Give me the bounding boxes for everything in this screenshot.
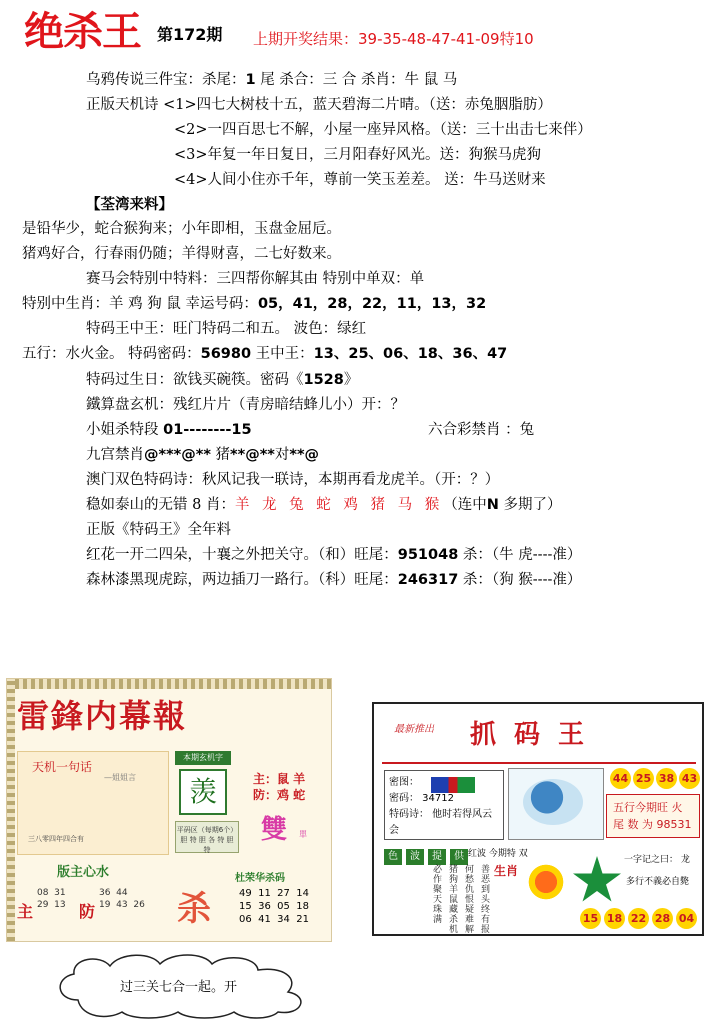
lottery-logo-icon (431, 777, 475, 793)
issue-number: 第172期 (157, 25, 223, 44)
one-word-hint: 一字记之曰： 龙 (624, 855, 690, 865)
line-birthday-code: 特码过生日：欲钱买碗筷。密码《1528》 (86, 372, 359, 388)
number-ball: 22 (628, 908, 649, 929)
bottom-balls (580, 908, 704, 932)
red-wave-note: 红波 今期特 双 (468, 849, 528, 859)
line-abacus: 鐵算盘玄机：残红片片（青房暗结蜂儿小）开：？ (86, 397, 405, 413)
line-riddle-1: 是铅华少，蛇合猴狗来；小年即相，玉盘金屈卮。 (22, 221, 341, 237)
sun-icon (524, 860, 568, 904)
number-ball: 38 (656, 768, 677, 789)
leifeng-card (6, 678, 332, 942)
moderator-numbers (17, 881, 167, 937)
kill-numbers-title: 杜荣华杀码 (235, 873, 285, 884)
line-macau-poem: 澳门双色特码诗：秋风记我一联诗，本期再看龙虎羊。（开：？） (86, 472, 500, 488)
tag: 供 (450, 849, 468, 865)
single-char: 單 (299, 830, 307, 839)
header (0, 0, 713, 56)
line-poem-2: <2>一四百思七不解，小屋一座异风格。（送：三十出击七来伴） (174, 122, 592, 138)
poem-column: 何愁仇恨疑难解 (463, 864, 473, 934)
code-poem: 特码诗： 他时若得风云会 (389, 809, 493, 836)
defend-label: 防 (79, 902, 96, 921)
code-info-box: 密图： 密码： 34712 特码诗： 他时若得风云会 (384, 770, 504, 840)
main-numbers: 08 31 29 13 (37, 888, 66, 910)
line-miss-segment: 小姐杀特段 01--------15 (86, 422, 252, 438)
line-poem-4: <4>人间小住亦千年，尊前一笑玉差差。 送：牛马送财来 (174, 172, 546, 188)
poem-column: 善恶到头终有报 (479, 864, 489, 934)
line-forbidden-zodiac: 六合彩禁肖 ：兔 (428, 422, 535, 438)
panel-title: 天机一句话 (32, 760, 93, 774)
number-ball: 44 (610, 768, 631, 789)
kill-numbers-block (177, 869, 327, 939)
divider (382, 762, 696, 764)
last-draw-result: 上期开奖结果：39-35-48-47-41-09特10 (253, 30, 534, 48)
number-ball: 28 (652, 908, 673, 929)
line-riddle-2: 猪鸡好合，行春雨仍随；羊得财喜，二七好数来。 (22, 246, 341, 262)
tag: 色 (384, 849, 402, 865)
site-logo: 绝杀王 (24, 8, 141, 55)
panel-subtitle: —姐姐言 (104, 773, 136, 782)
main-defend-block: 主：鼠 羊 防：鸡 蛇 (253, 772, 306, 802)
line-red-flower: 红花一开二四朵，十襄之外把关守。（和）旺尾：951048 杀：（牛 虎----准） (86, 547, 582, 563)
line-lucky-numbers: 特别中生肖：羊 鸡 狗 鼠 幸运号码：05，41，28，22，11，13，32 (22, 296, 487, 312)
poem-column: 猪狗羊鼠藏杀机 (447, 864, 457, 934)
card-title: 抓码王 (470, 720, 603, 750)
line-crow-tips: 乌鸦传说三件宝：杀尾：1 尾 杀合：三 合 杀肖：牛 鼠 马 (86, 72, 458, 88)
moderator-pick-title: 版主心水 (57, 865, 110, 880)
double-char: 雙 (261, 815, 288, 845)
poem-column: 必作聚天珠满 (431, 864, 441, 924)
decorative-band (7, 679, 331, 689)
defend-numbers: 36 44 19 43 26 (99, 888, 145, 910)
number-ball: 43 (679, 768, 700, 789)
kill-char: 杀 (177, 889, 211, 929)
number-ball: 25 (633, 768, 654, 789)
code-number: 密码： 34712 (389, 793, 454, 804)
cloud-callout (48, 950, 320, 1020)
proverb: 多行不義必自斃 (626, 877, 690, 887)
riddle-char: 羡 (179, 769, 227, 815)
number-ball: 18 (604, 908, 625, 929)
oracle-panel (17, 751, 169, 855)
cartoon-illustration (508, 768, 604, 840)
number-ball: 15 (580, 908, 601, 929)
line-poem-3: <3>年复一年日复日，三月阳春好风光。送：狗猴马虎狗 (174, 147, 542, 163)
five-element-box: 五行今期旺 火 尾 数 为 98531 (606, 794, 700, 838)
line-nine-palace: 九宫禁肖@***@** 猪**@**对**@ (86, 447, 320, 463)
line-forest: 森林漆黑现虎踪，两边插刀一路行。（科）旺尾：246317 杀：（狗 猴----准） (86, 572, 582, 588)
card-title: 雷鋒内幕報 (17, 697, 188, 735)
tag: 提 (428, 849, 446, 865)
color-tags (384, 844, 528, 862)
flat-code-box: 平码区（每期6个） 胆 特 胆 各 特 胆 特 (175, 821, 239, 853)
line-king-of-kings: 特码王中王：旺门特码二和五。 波色：绿红 (86, 321, 367, 337)
main-label: 主 (17, 902, 34, 921)
zodiac-label: 生肖 (494, 864, 519, 878)
line-five-elements: 五行：水火金。 特码密码：56980 王中王：13、25、06、18、36、47 (22, 346, 508, 362)
section-tsuen-wan: 【荃湾来料】 (86, 197, 173, 213)
number-ball: 04 (676, 908, 697, 929)
vertical-poem (384, 864, 490, 934)
top-balls (610, 768, 704, 792)
line-special-odd-even: 赛马会特别中特料：三四帮你解其由 特别中单双：单 (86, 271, 425, 287)
line-poem-1: 正版天机诗 <1>四七大树枝十五，蓝天碧海二片晴。（送：赤兔胭脂肪） (86, 97, 552, 113)
cloud-text: 过三关七合一起。开 (120, 980, 238, 995)
star-icon (572, 856, 622, 906)
kill-numbers: 49 11 27 14 15 36 05 18 06 41 34 21 (239, 888, 309, 925)
code-king-card (372, 702, 704, 936)
wave-icon (523, 779, 583, 825)
line-eight-zodiacs: 稳如泰山的无错 8 肖：羊 龙 兔 蛇 鸡 猪 马 猴（连中N 多期了） (86, 497, 562, 513)
line-annual-material: 正版《特码王》全年料 (86, 522, 231, 538)
new-release-label: 最新推出 (394, 724, 434, 735)
decorative-band-side (7, 679, 15, 941)
panel-footer: 三八零四年四合有 (28, 835, 84, 843)
riddle-tag: 本期玄机字 (175, 751, 231, 765)
riddle-char-block (173, 751, 249, 861)
tag: 波 (406, 849, 424, 865)
